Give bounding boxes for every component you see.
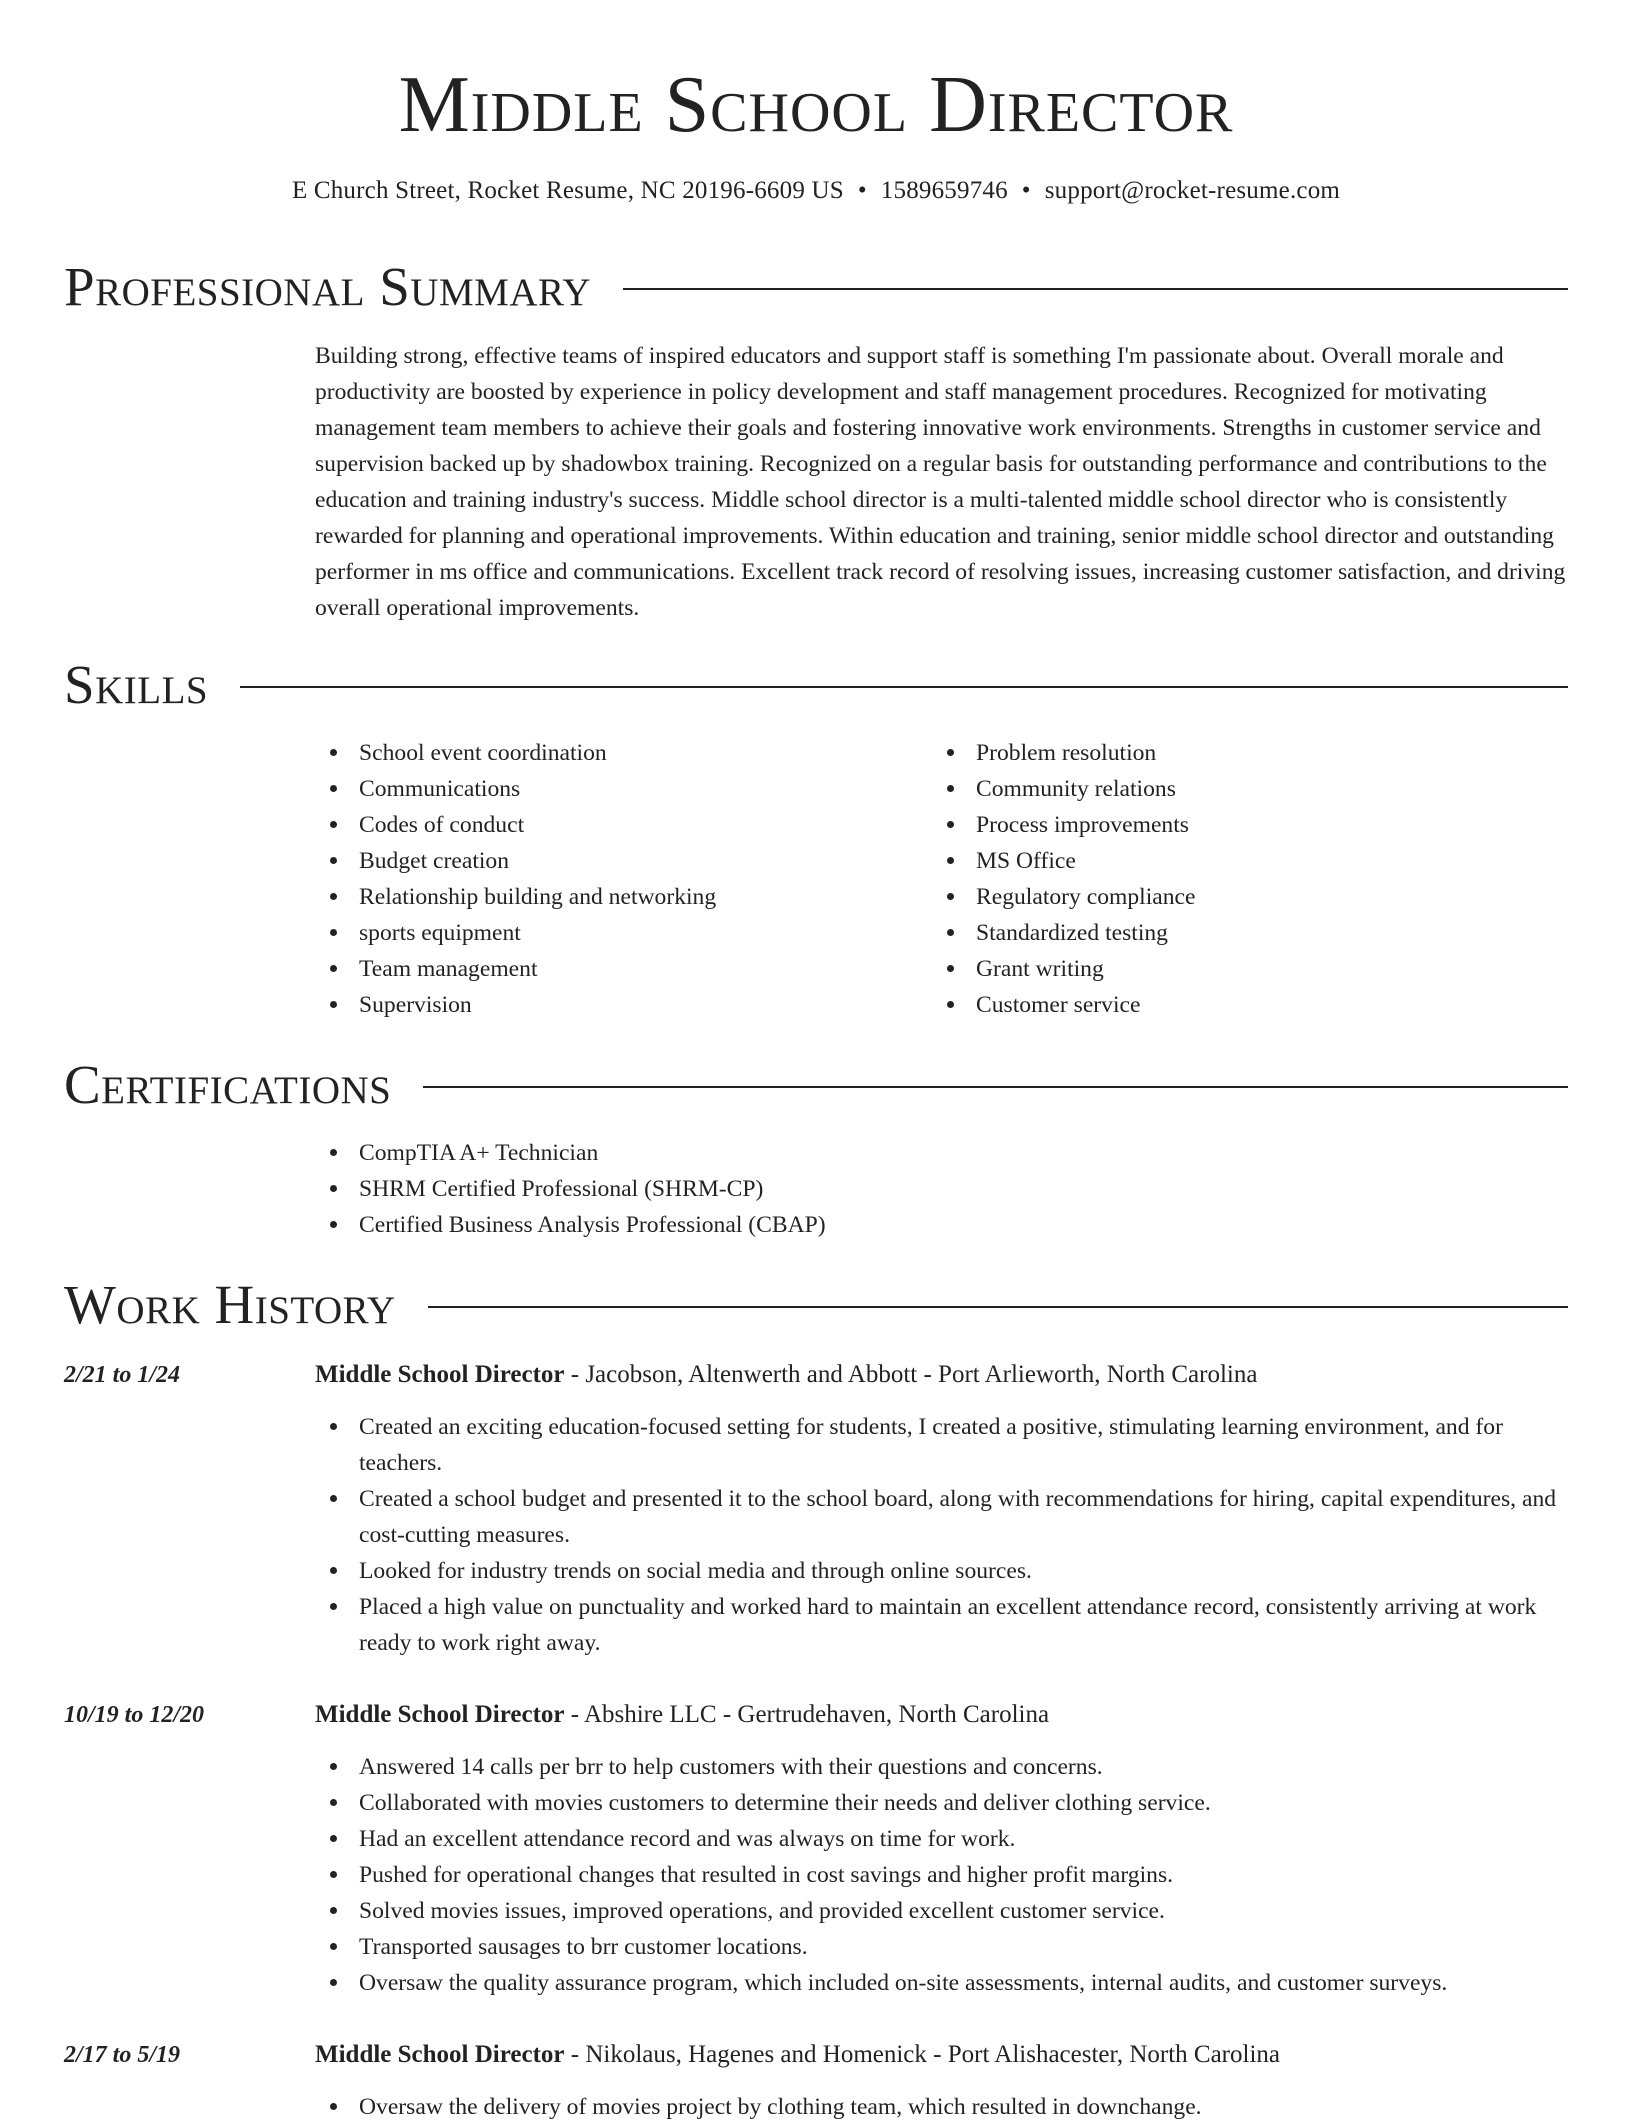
list-item-text: Regulatory compliance: [976, 884, 1196, 910]
job-bullet-list: [315, 1409, 1570, 1661]
bullet-dot: [330, 821, 337, 828]
bullet-dot: [330, 1979, 337, 1986]
list-item-text: CompTIA A+ Technician: [359, 1140, 599, 1166]
job-bullets: [315, 1409, 1570, 1661]
list-item-text: Placed a high value on punctuality and worked hard to maintain an excellent attendance record, consistently arriving at work ready to work right away.: [359, 1594, 1537, 1656]
list-item-text: MS Office: [976, 848, 1076, 874]
job-role: Middle School Director: [315, 1361, 565, 1388]
list-item: [315, 987, 915, 1023]
list-item-text: Pushed for operational changes that resulted in cost savings and higher profit margins.: [359, 1862, 1174, 1888]
summary-text: Building strong, effective teams of inspired educators and support staff is something I'm passionate about. Overall morale and productivity are boosted by experience in policy development and staff management procedures. Recognized for motivating management team members to achieve their goals and fostering innovative work environments. Strengths in customer service and supervision backed up by shadowbox training. Recognized on a regular basis for outstanding performance and contributions to the education and training industry's success. Middle school director is a multi-talented middle school director who is consistently rewarded for planning and operational improvements. Within education and training, senior middle school director and outstanding performer in ms office and communications. Excellent track record of resolving issues, increasing customer satisfaction, and driving overall operational improvements.: [315, 343, 1566, 621]
list-item: [315, 2089, 1570, 2125]
list-item: [315, 1929, 1570, 1965]
work-history-section-header: [64, 1275, 1568, 1335]
job-dates: 10/19 to 12/20: [64, 1702, 205, 1728]
contact-email: support@rocket-resume.com: [1044, 177, 1341, 204]
certifications-list: [315, 1135, 1570, 1243]
skills-section-title: Skills: [64, 654, 209, 715]
bullet-dot: [947, 785, 954, 792]
job-employer-location: - Jacobson, Altenwerth and Abbott - Port Arlieworth, North Carolina: [564, 1361, 1258, 1388]
contact-line: [0, 174, 1632, 208]
bullet-dot: [947, 965, 954, 972]
contact-address: E Church Street, Rocket Resume, NC 20196-6609 US: [291, 177, 844, 204]
work-history-section-title: Work History: [64, 1274, 396, 1335]
list-item: [315, 1821, 1570, 1857]
bullet-dot: [947, 749, 954, 756]
list-item: [315, 1965, 1570, 2001]
list-item: [315, 735, 915, 771]
job-bullets: [315, 2089, 1570, 2125]
list-item: [315, 1135, 1570, 1171]
bullet-dot: [330, 1221, 337, 1228]
job-dates: 2/21 to 1/24: [64, 1362, 181, 1388]
skills-column-right: [932, 735, 1532, 1023]
bullet-dot: [330, 1001, 337, 1008]
bullet-dot: [330, 2103, 337, 2110]
list-item-text: Standardized testing: [976, 920, 1168, 946]
bullet-dot: [330, 893, 337, 900]
list-item: [932, 915, 1532, 951]
skills-column-left: [315, 735, 915, 1023]
contact-separator: •: [1021, 177, 1031, 204]
list-item: [315, 1893, 1570, 1929]
list-item-text: sports equipment: [359, 920, 521, 946]
skills-list-right: [932, 735, 1532, 1023]
list-item: [932, 879, 1532, 915]
job-employer-location: - Nikolaus, Hagenes and Homenick - Port Alishacester, North Carolina: [564, 2041, 1280, 2068]
bullet-dot: [330, 785, 337, 792]
list-item-text: Supervision: [359, 992, 472, 1018]
bullet-dot: [947, 1001, 954, 1008]
list-item-text: Solved movies issues, improved operations, and provided excellent customer service.: [359, 1898, 1165, 1924]
list-item: [932, 771, 1532, 807]
skills-list-left: [315, 735, 915, 1023]
list-item-text: School event coordination: [359, 740, 607, 766]
list-item: [315, 1589, 1570, 1661]
certifications-section-title: Certifications: [64, 1054, 392, 1115]
list-item: [932, 735, 1532, 771]
job-bullets: [315, 1749, 1570, 2001]
list-item-text: Team management: [359, 956, 538, 982]
bullet-dot: [330, 857, 337, 864]
job-role: Middle School Director: [315, 2041, 565, 2068]
bullet-dot: [330, 1907, 337, 1914]
list-item-text: Had an excellent attendance record and was always on time for work.: [359, 1826, 1016, 1852]
list-item-text: SHRM Certified Professional (SHRM-CP): [359, 1176, 764, 1202]
list-item: [315, 915, 915, 951]
list-item-text: Answered 14 calls per brr to help customers with their questions and concerns.: [359, 1754, 1103, 1780]
bullet-dot: [330, 1185, 337, 1192]
bullet-dot: [330, 965, 337, 972]
bullet-dot: [947, 893, 954, 900]
skills-section-header: [64, 655, 1568, 715]
summary-section-header: [64, 257, 1568, 317]
list-item: [315, 1409, 1570, 1481]
list-item-text: Communications: [359, 776, 521, 802]
list-item: [315, 1207, 1570, 1243]
bullet-dot: [947, 821, 954, 828]
list-item-text: Customer service: [976, 992, 1141, 1018]
job-title-line: [315, 1697, 1570, 1733]
list-item: [932, 951, 1532, 987]
section-divider: [428, 1306, 1568, 1308]
bullet-dot: [330, 1763, 337, 1770]
list-item: [315, 951, 915, 987]
bullet-dot: [330, 749, 337, 756]
list-item: [315, 1857, 1570, 1893]
job-dates: 2/17 to 5/19: [64, 2042, 181, 2068]
list-item-text: Oversaw the delivery of movies project by clothing team, which resulted in downchange.: [359, 2094, 1202, 2120]
list-item-text: Collaborated with movies customers to determine their needs and deliver clothing service.: [359, 1790, 1211, 1816]
job-title-line: [315, 2037, 1570, 2073]
list-item-text: Community relations: [976, 776, 1176, 802]
list-item: [315, 1553, 1570, 1589]
list-item-text: Relationship building and networking: [359, 884, 717, 910]
list-item: [932, 807, 1532, 843]
list-item-text: Created an exciting education-focused setting for students, I created a positive, stimulating learning environment, and for teachers.: [359, 1414, 1503, 1476]
list-item-text: Budget creation: [359, 848, 510, 874]
bullet-dot: [330, 1799, 337, 1806]
list-item: [315, 879, 915, 915]
list-item-text: Grant writing: [976, 956, 1104, 982]
list-item: [932, 843, 1532, 879]
bullet-dot: [330, 1835, 337, 1842]
list-item-text: Codes of conduct: [359, 812, 525, 838]
list-item: [315, 1171, 1570, 1207]
bullet-dot: [330, 1603, 337, 1610]
list-item-text: Problem resolution: [976, 740, 1157, 766]
list-item-text: Transported sausages to brr customer locations.: [359, 1934, 808, 1960]
contact-phone: 1589659746: [880, 177, 1008, 204]
list-item: [315, 1481, 1570, 1553]
job-title-line: [315, 1357, 1570, 1393]
list-item: [315, 1785, 1570, 1821]
bullet-dot: [330, 929, 337, 936]
list-item: [932, 987, 1532, 1023]
summary-section-title: Professional Summary: [64, 256, 592, 317]
section-divider: [423, 1086, 1568, 1088]
bullet-dot: [330, 1871, 337, 1878]
job-role: Middle School Director: [315, 1701, 565, 1728]
list-item-text: Certified Business Analysis Professional (CBAP): [359, 1212, 826, 1238]
certifications-section-header: [64, 1055, 1568, 1115]
bullet-dot: [947, 929, 954, 936]
list-item: [315, 1749, 1570, 1785]
bullet-dot: [330, 1495, 337, 1502]
bullet-dot: [330, 1423, 337, 1430]
job-bullet-list: [315, 1749, 1570, 2001]
job-employer-location: - Abshire LLC - Gertrudehaven, North Carolina: [564, 1701, 1050, 1728]
bullet-dot: [330, 1149, 337, 1156]
list-item-text: Created a school budget and presented it to the school board, along with recommendations for hiring, capital expenditures, and cost-cutting measures.: [359, 1486, 1557, 1548]
list-item: [315, 807, 915, 843]
bullet-dot: [330, 1567, 337, 1574]
list-item: [315, 771, 915, 807]
list-item-text: Looked for industry trends on social media and through online sources.: [359, 1558, 1032, 1584]
section-divider: [623, 288, 1568, 290]
section-divider: [240, 686, 1568, 688]
certifications-block: [315, 1135, 1570, 1243]
list-item-text: Process improvements: [976, 812, 1189, 838]
candidate-name: Middle School Director: [398, 61, 1234, 149]
list-item-text: Oversaw the quality assurance program, which included on-site assessments, internal audits, and customer surveys.: [359, 1970, 1448, 1996]
contact-separator: •: [857, 177, 867, 204]
job-bullet-list: [315, 2089, 1570, 2125]
bullet-dot: [947, 857, 954, 864]
bullet-dot: [330, 1943, 337, 1950]
list-item: [315, 843, 915, 879]
